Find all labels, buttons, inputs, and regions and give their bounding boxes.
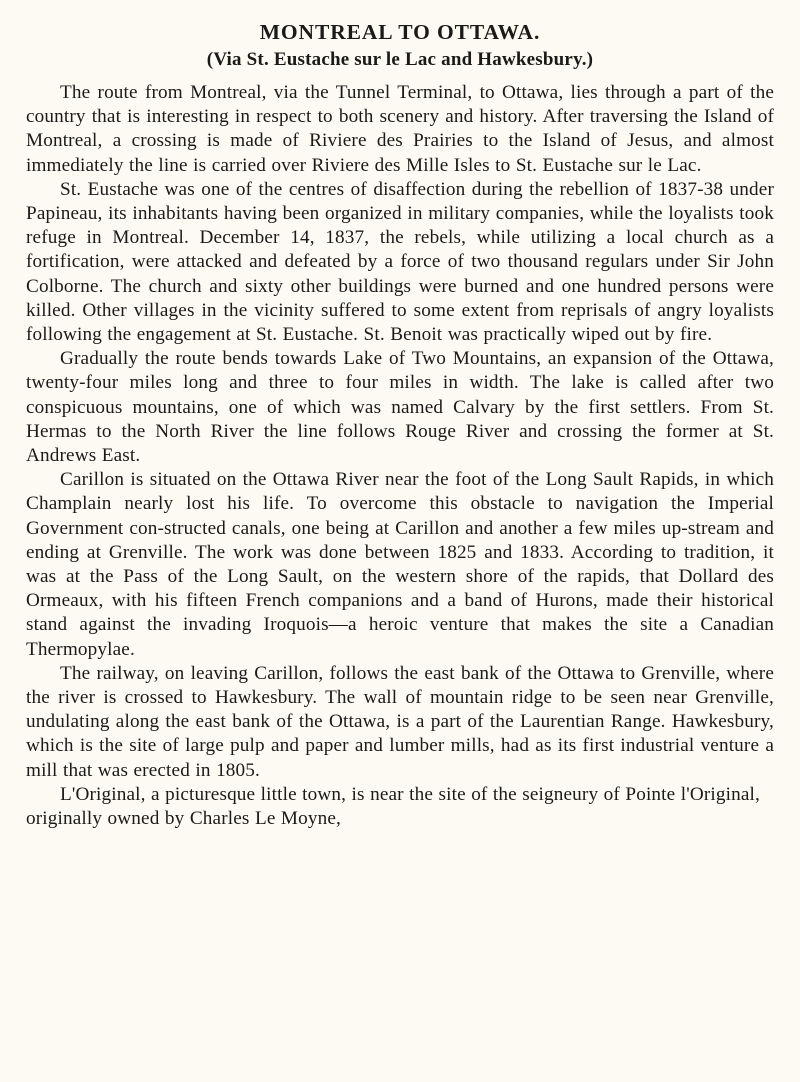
- page-subtitle: (Via St. Eustache sur le Lac and Hawkesbury.): [206, 49, 594, 70]
- paragraph-1: The route from Montreal, via the Tunnel Terminal, to Ottawa, lies through a part of the country that is interesting in respect to both scenery and history. After traversing the Island of Montreal, a crossing is made of Riviere des Prairies to the Island of Jesus, and almost immediately the line is carried over Riviere des Mille Isles to St. Eustache sur le Lac.: [26, 82, 774, 176]
- paragraph-2: St. Eustache was one of the centres of disaffection during the rebellion of 1837-38 under Papineau, its inhabitants having been organized in military companies, while the loyalists took refuge in Montreal. December 14, 1837, the rebels, while utilizing a local church as a fortification, were attacked and defeated by a force of two thousand regulars under Sir John Colborne. The church and sixty other buildings were burned and one hundred persons were killed. Other villages in the vicinity suffered to some extent from reprisals of angry loyalists following the engagement at St. Eustache. St. Benoit was practically wiped out by fire.: [26, 178, 774, 346]
- paragraph-6: L'Original, a picturesque little town, is near the site of the seigneury of Pointe l'Original, originally owned by Charles Le Moyne,: [26, 783, 760, 830]
- page-title: MONTREAL TO OTTAWA.: [259, 20, 541, 44]
- paragraph-4: Carillon is situated on the Ottawa River near the foot of the Long Sault Rapids, in which Champlain nearly lost his life. To overcome this obstacle to navigation the Imperial Government con-structed canals, one being at Carillon and another a few miles up-stream and ending at Grenville. The work was done between 1825 and 1833. According to tradition, it was at the Pass of the Long Sault, on the western shore of the rapids, that Dollard des Ormeaux, with his fifteen French companions and a band of Hurons, made their historical stand against the invading Iroquois—a heroic venture that makes the site a Canadian Thermopylae.: [26, 469, 774, 660]
- paragraph-3: Gradually the route bends towards Lake of Two Mountains, an expansion of the Ottawa, twenty-four miles long and three to four miles in width. The lake is called after two conspicuous mountains, one of which was named Calvary by the first settlers. From St. Hermas to the North River the line follows Rouge River and crossing the former at St. Andrews East.: [26, 348, 774, 467]
- paragraph-5: The railway, on leaving Carillon, follows the east bank of the Ottawa to Grenville, where the river is crossed to Hawkesbury. The wall of mountain ridge to be seen near Grenville, undulating along the east bank of the Ottawa, is a part of the Laurentian Range. Hawkesbury, which is the site of large pulp and paper and lumber mills, had as its first industrial venture a mill that was erected in 1805.: [26, 662, 774, 781]
